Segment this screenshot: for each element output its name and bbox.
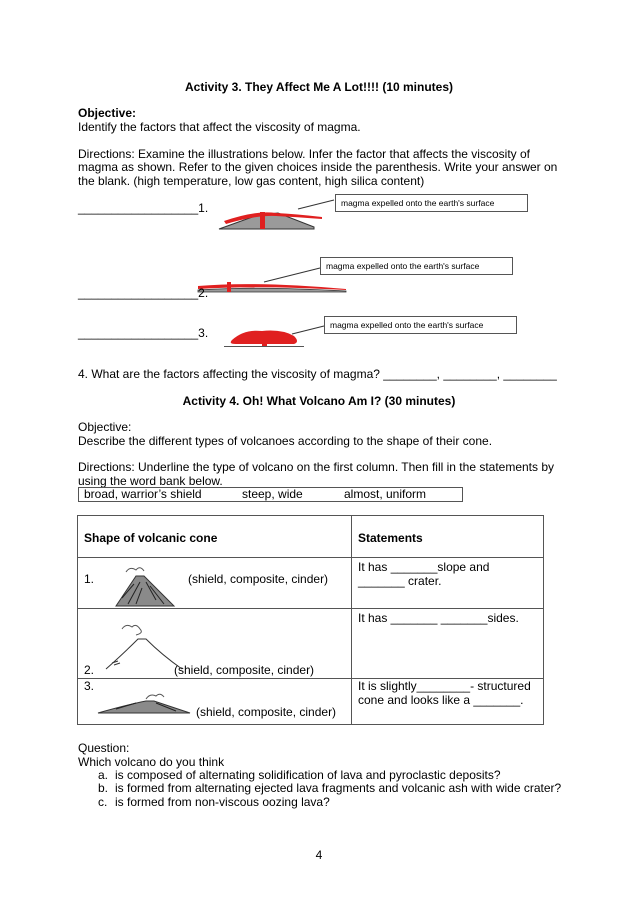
question-option-c: c. is formed from non-viscous oozing lava? — [98, 795, 330, 809]
row-number-1: 1. — [84, 572, 95, 586]
question-4: 4. What are the factors affecting the viscosity of magma? ________, ________, ________ — [78, 367, 557, 381]
answer-blank-2[interactable]: __________________2. — [78, 286, 209, 300]
question-lead: Which volcano do you think — [78, 755, 225, 769]
activity3-title: Activity 3. They Affect Me A Lot!!!! (10 minutes) — [184, 80, 454, 94]
activity4-objective-text: Describe the different types of volcanoes according to the shape of their cone. — [78, 434, 493, 448]
shield-volcano-illustration — [96, 691, 192, 717]
activity3-directions-line1: Directions: Examine the illustrations below. Infer the factor that affects the viscosity of — [78, 147, 530, 161]
item-number-3: 3. — [198, 326, 209, 340]
volcano-table — [77, 515, 544, 725]
table-row — [78, 609, 544, 679]
activity4-directions-line2: using the word bank below. — [78, 474, 223, 488]
cinder-cone-illustration — [104, 623, 184, 671]
callout-arrow-1 — [296, 197, 336, 211]
header-shape: Shape of volcanic cone — [84, 531, 218, 545]
header-statements: Statements — [358, 531, 423, 545]
callout-label-3: magma expelled onto the earth's surface — [324, 316, 517, 334]
composite-volcano-illustration — [112, 564, 178, 608]
activity3-objective-text: Identify the factors that affect the viscosity of magma. — [78, 120, 361, 134]
activity3-directions-line2: magma as shown. Refer to the given choices inside the parenthesis. Write your answer on — [78, 160, 558, 174]
word-bank-item: steep, wide — [242, 487, 303, 501]
statement-1-blank-a[interactable]: _______ — [390, 560, 438, 574]
volcano-illustration-2 — [196, 276, 352, 294]
statement-2-line1[interactable]: It has _______ _______sides. — [358, 611, 519, 625]
row-number-2: 2. — [84, 663, 95, 677]
question-option-b: b. is formed from alternating ejected lava fragments and volcanic ash with wide crater? — [98, 781, 562, 795]
row-choices-1[interactable]: (shield, composite, cinder) — [188, 572, 329, 586]
row-choices-3[interactable]: (shield, composite, cinder) — [196, 705, 337, 719]
answer-blank-3[interactable]: __________________3. — [78, 326, 209, 340]
callout-label-1: magma expelled onto the earth's surface — [335, 194, 528, 212]
activity3-objective-label: Objective: — [78, 106, 137, 120]
page-number: 4 — [315, 848, 323, 862]
row-choices-2[interactable]: (shield, composite, cinder) — [174, 663, 315, 677]
activity4-title: Activity 4. Oh! What Volcano Am I? (30 minutes) — [182, 394, 456, 408]
activity4-objective-label: Objective: — [78, 420, 132, 434]
activity4-directions-line1: Directions: Underline the type of volcano on the first column. Then fill in the statements by — [78, 460, 555, 474]
row-number-3: 3. — [84, 679, 95, 693]
word-bank-item: broad, warrior’s shield — [84, 487, 202, 501]
statement-1-line2: _______ crater. — [358, 574, 442, 588]
word-bank — [78, 487, 463, 502]
statement-3-line2[interactable]: cone and looks like a _______. — [358, 693, 524, 707]
statement-3-line1[interactable]: It is slightly________- structured — [358, 679, 531, 693]
item-number-2: 2. — [198, 286, 209, 300]
table-header-row — [78, 516, 544, 558]
statement-1-blank-b[interactable]: _______ — [358, 574, 405, 588]
answer-blank-1[interactable]: __________________1. — [78, 201, 209, 215]
word-bank-item: almost, uniform — [344, 487, 427, 501]
header-statements-cell — [352, 516, 544, 558]
table-row — [78, 679, 544, 725]
question-label: Question: — [78, 741, 130, 755]
item-number-1: 1. — [198, 201, 209, 215]
table-row — [78, 558, 544, 609]
header-shape-cell — [78, 516, 352, 558]
volcano-illustration-3 — [222, 326, 306, 350]
activity3-directions-line3: the blank. (high temperature, low gas content, high silica content) — [78, 174, 425, 188]
callout-label-2: magma expelled onto the earth's surface — [320, 257, 513, 275]
question-option-a: a. is composed of alternating solidification of lava and pyroclastic deposits? — [98, 768, 501, 782]
statement-1-line1: It has _______slope and — [358, 560, 490, 574]
